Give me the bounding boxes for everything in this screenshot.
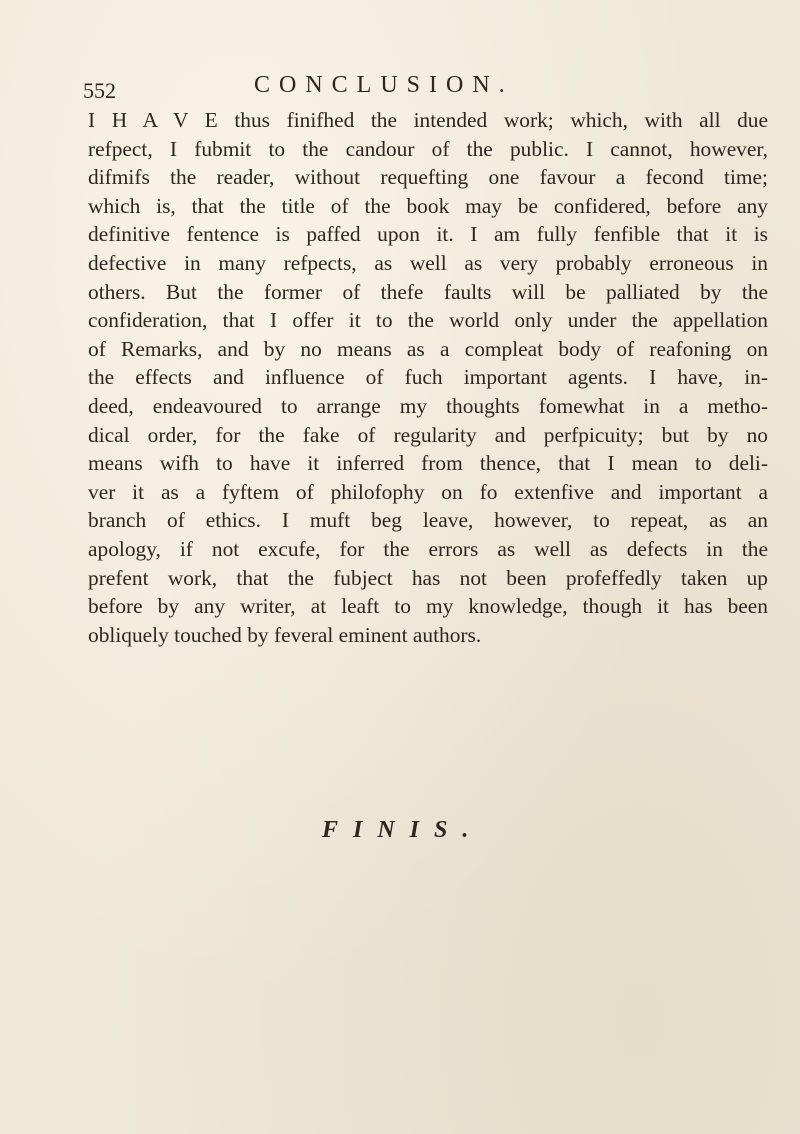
text-line: the effects and influence of fuch important agents. I have, in- xyxy=(88,365,768,390)
text-line: I H A V E thus finifhed the intended work; which, with all due xyxy=(88,108,768,132)
text-line: definitive fentence is paffed upon it. I am fully fenfible that it is xyxy=(88,222,768,247)
text-line: before by any writer, at leaft to my knowledge, though it has been xyxy=(88,594,768,619)
text-line: prefent work, that the fubject has not been profeffedly taken up xyxy=(88,565,768,590)
text-line: obliquely touched by feveral eminent authors. xyxy=(88,622,482,647)
text-line: others. But the former of thefe faults will be palliated by the xyxy=(88,279,768,304)
text-line: ver it as a fyftem of philofophy on fo extenfive and important a xyxy=(88,479,768,504)
running-head: CONCLUSION. xyxy=(254,72,514,98)
text-line: defective in many refpects, as well as very probably erroneous in xyxy=(88,250,768,275)
text-line: apology, if not excufe, for the errors as well as defects in the xyxy=(88,536,768,561)
text-line: which is, that the title of the book may be confidered, before any xyxy=(88,193,768,218)
text-line: difmifs the reader, without requefting one favour a fecond time; xyxy=(88,165,768,190)
text-line: deed, endeavoured to arrange my thoughts fomewhat in a metho- xyxy=(88,393,768,418)
text-line: confideration, that I offer it to the world only under the appellation xyxy=(88,308,768,333)
page-number: 552 xyxy=(83,78,116,103)
text-line: means wifh to have it inferred from thence, that I mean to deli- xyxy=(88,451,768,476)
text-line: refpect, I fubmit to the candour of the public. I cannot, however, xyxy=(88,136,768,161)
text-line: of Remarks, and by no means as a compleat body of reafoning on xyxy=(88,336,768,361)
finis-mark: FINIS. xyxy=(322,817,484,843)
text-line: dical order, for the fake of regularity and perfpicuity; but by no xyxy=(88,422,768,447)
body-paragraph xyxy=(88,106,768,649)
text-line: branch of ethics. I muft beg leave, however, to repeat, as an xyxy=(88,508,768,533)
